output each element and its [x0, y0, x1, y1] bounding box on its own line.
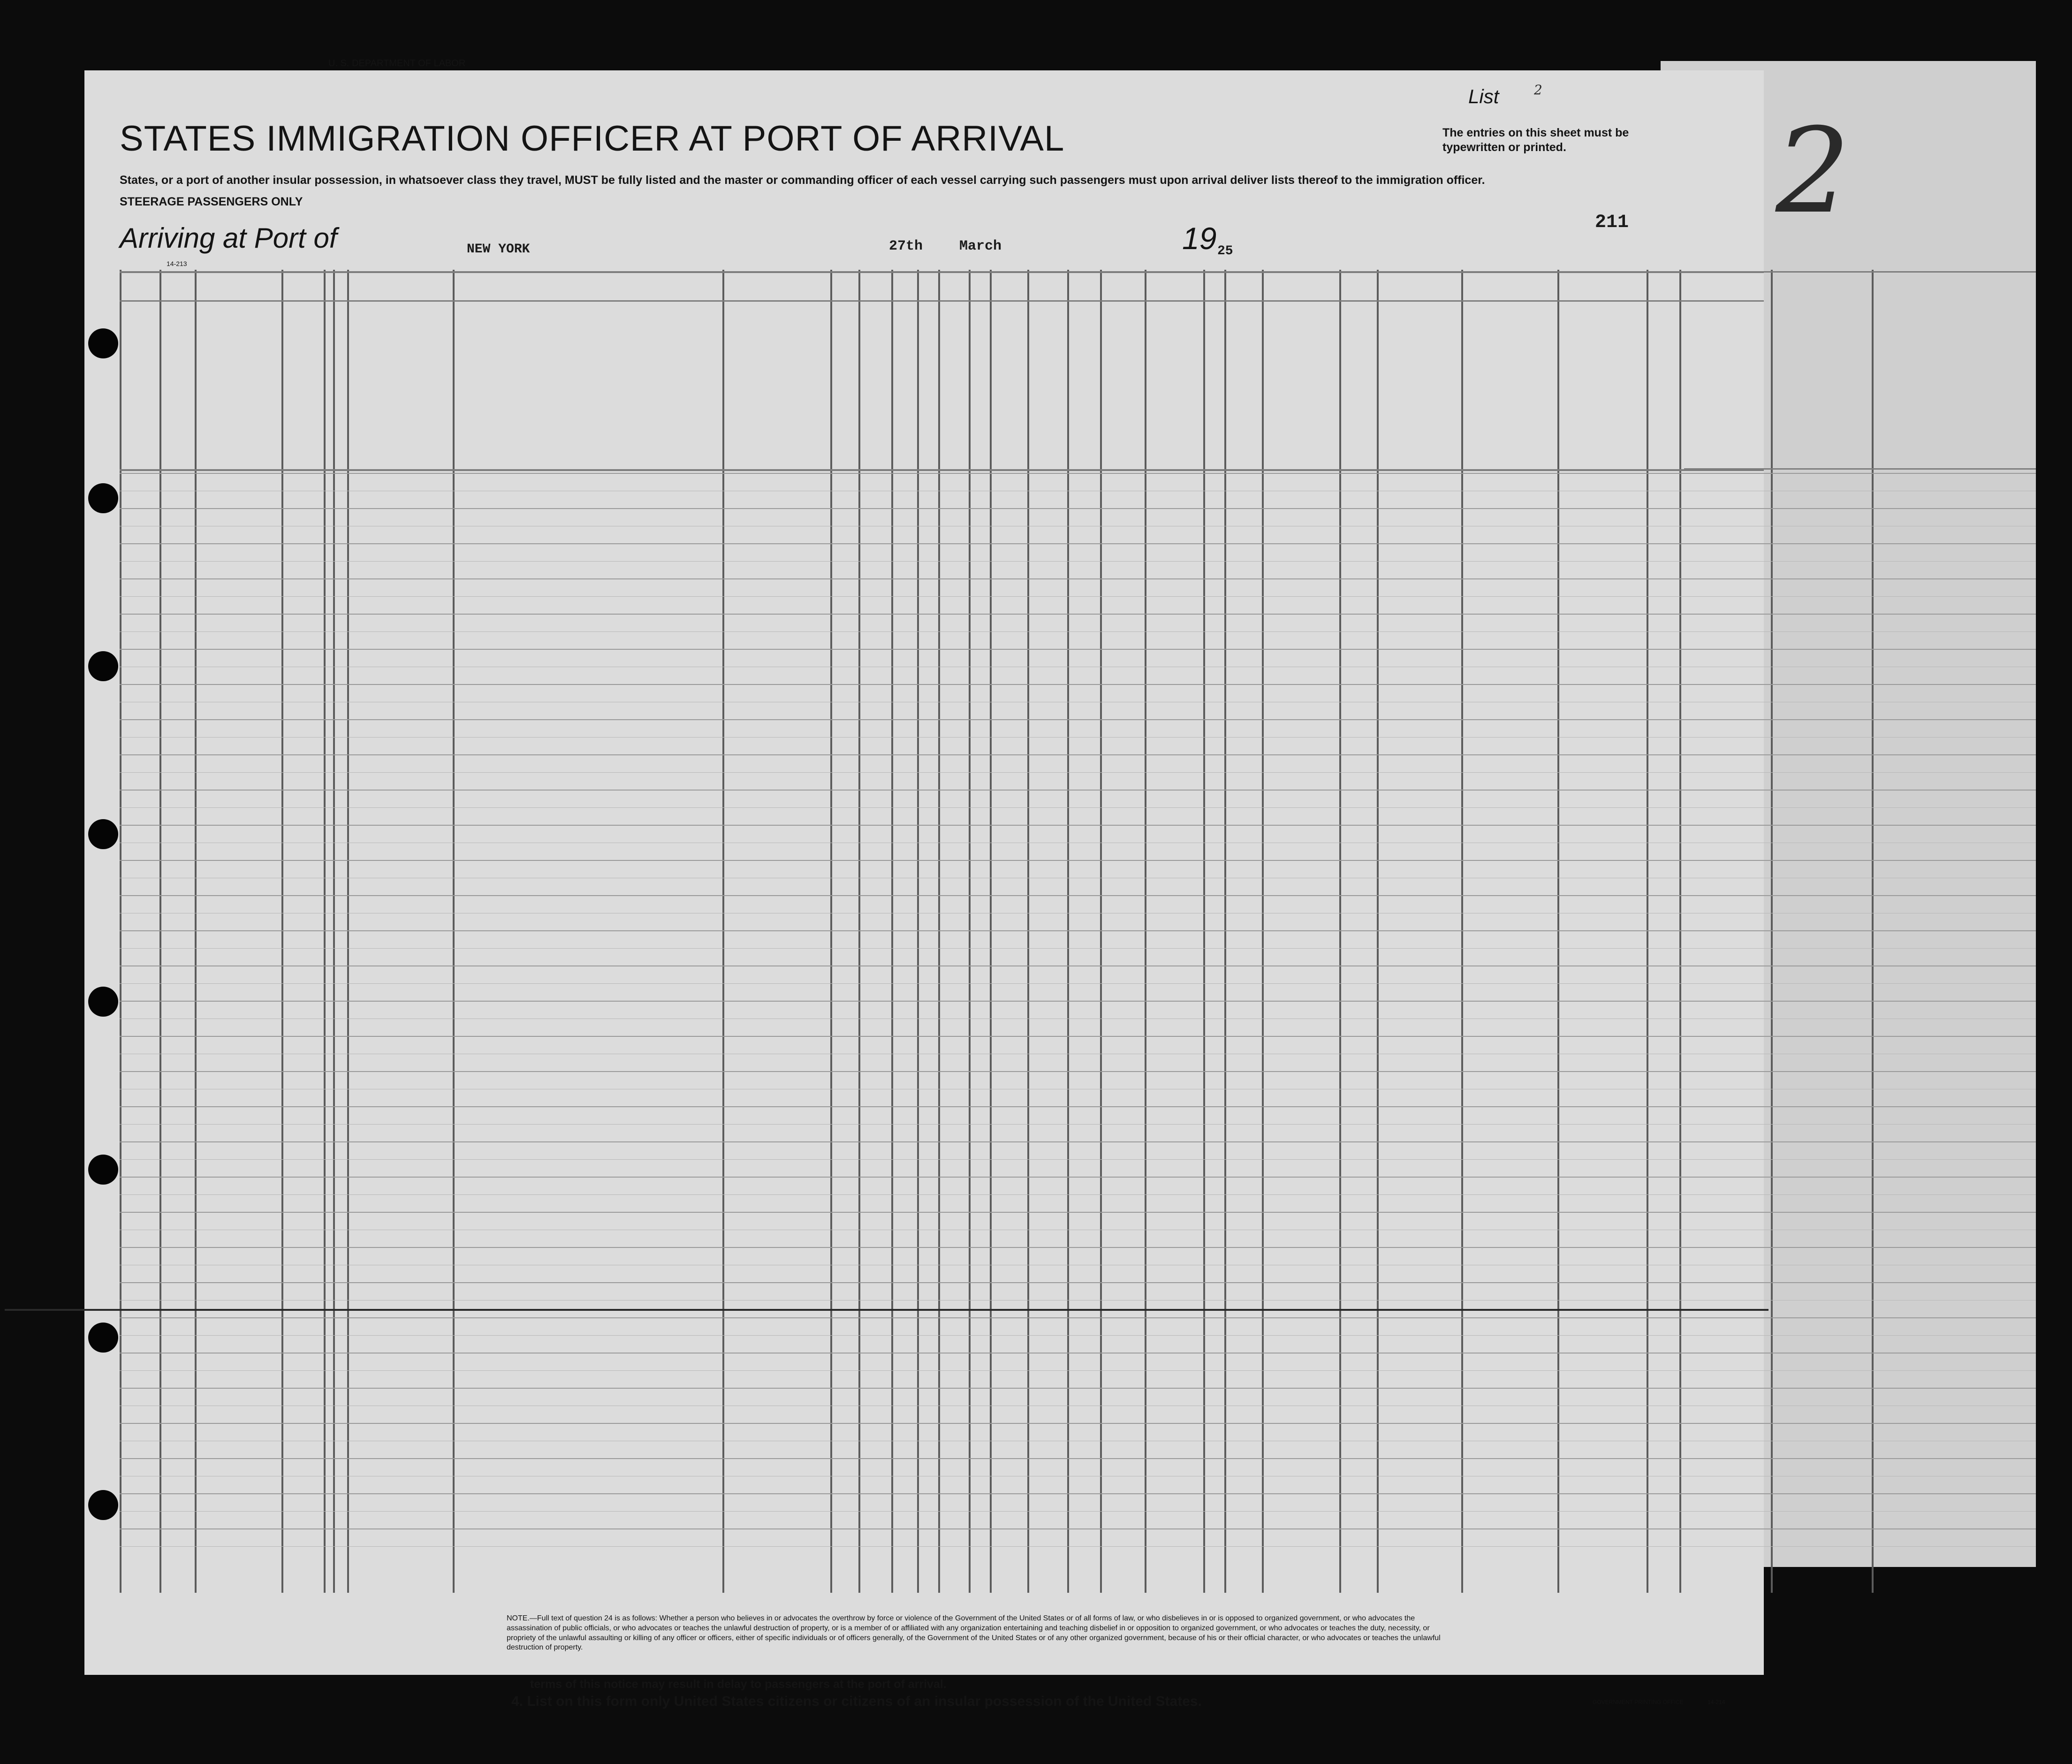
column-rule — [938, 270, 940, 1593]
row-subrule — [120, 561, 2036, 562]
list-number: 2 — [1534, 82, 1542, 98]
punch-hole — [88, 987, 118, 1017]
row-rule — [120, 649, 2036, 650]
steerage-label: STEERAGE PASSENGERS ONLY — [120, 195, 303, 208]
year-suffix: 25 — [1217, 244, 1233, 259]
column-rule — [1100, 270, 1102, 1593]
row-subrule — [120, 1159, 2036, 1160]
row-rule — [120, 754, 2036, 755]
row-rule — [120, 578, 2036, 579]
row-rule — [120, 684, 2036, 685]
row-subrule — [120, 631, 2036, 632]
punch-hole — [88, 819, 118, 849]
column-rule — [347, 270, 349, 1593]
column-rule — [1377, 270, 1379, 1593]
port-name: NEW YORK — [467, 242, 530, 257]
row-rule — [120, 895, 2036, 896]
row-subrule — [120, 1546, 2036, 1547]
column-rule — [1027, 270, 1029, 1593]
footer-note: NOTE.—Full text of question 24 is as follows: Whether a person who believes in or advocates the overthrow by force or violence of the Government of the United States or of all forms of law, or who disbelieves in or is opposed to organized government, or who advocates the assassination of public officials, or who advocates or teaches the unlawful destruction of property, or is a member of or affiliated with any organization entertaining and teaching disbelief in or opposition to organized government, or who advocates or teaches the duty, necessity, or propriety of the unlawful assaulting or killing of any officer or officers, either of specific individuals or of officers generally, of the Government of the United States or of any other organized government, because of his or their official character, or who advocates or teaches the unlawful destruction of property. — [507, 1614, 1441, 1652]
row-subrule — [120, 772, 2036, 773]
row-subrule — [120, 1335, 2036, 1336]
header-prison — [833, 310, 857, 464]
header-rule — [120, 300, 1764, 302]
column-rule — [1145, 270, 1146, 1593]
column-rule — [990, 270, 992, 1593]
row-subrule — [120, 983, 2036, 984]
row-rule — [120, 790, 2036, 791]
row-subrule — [120, 948, 2036, 949]
sheet-number-handwritten: 2 — [1776, 103, 1851, 239]
column-rule — [1339, 270, 1341, 1593]
list-label: List — [1468, 85, 1499, 107]
footer-note-continued: terms of this notice may result in delay to passengers at the port of arrival. — [530, 1678, 947, 1691]
header-rule — [120, 271, 1764, 273]
punch-hole — [88, 1490, 118, 1520]
department-label: U. S. DEPARTMENT OF LABOR — [328, 58, 466, 68]
sheet-edge-rule — [1684, 271, 2036, 273]
form-code: 14-214 — [1708, 1699, 1725, 1705]
punch-hole — [88, 1155, 118, 1185]
header-deported — [1032, 310, 1065, 464]
column-rule — [722, 270, 724, 1593]
column-rule — [969, 270, 971, 1593]
row-rule — [120, 1036, 2036, 1037]
header-length-of-stay — [765, 328, 788, 464]
typewritten-instruction: The entries on this sheet must be typewritten or printed. — [1442, 126, 1629, 154]
header-overthrow — [936, 310, 965, 464]
punch-hole — [88, 328, 118, 358]
punch-hole — [88, 651, 118, 681]
column-rule — [1557, 270, 1559, 1593]
column-rule — [333, 270, 335, 1593]
strike-line — [5, 1309, 1768, 1311]
row-rule — [120, 1317, 2036, 1318]
column-rule — [858, 270, 860, 1593]
punch-hole — [88, 1323, 118, 1353]
row-rule — [120, 508, 2036, 509]
row-subrule — [120, 1511, 2036, 1512]
row-rule — [120, 825, 2036, 826]
arriving-label: Arriving at Port of — [120, 222, 337, 254]
manifest-sheet — [84, 70, 1764, 1675]
arrival-day: 27th — [889, 238, 923, 254]
row-subrule — [120, 1194, 2036, 1195]
row-subrule — [120, 1124, 2036, 1125]
row-rule — [120, 1388, 2036, 1389]
row-rule — [120, 1177, 2036, 1178]
column-rule — [195, 270, 197, 1593]
row-rule — [120, 1458, 2036, 1459]
row-rule — [120, 1212, 2036, 1213]
header-labor-offer — [972, 310, 1024, 464]
year-prefix: 19 — [1182, 221, 1217, 256]
row-subrule — [120, 807, 2036, 808]
row-rule — [120, 543, 2036, 544]
column-rule — [159, 270, 161, 1593]
form-number: 14-213 — [167, 260, 187, 267]
row-rule — [120, 1423, 2036, 1424]
column-rule — [1461, 270, 1463, 1593]
row-rule — [120, 860, 2036, 861]
row-rule — [120, 1282, 2036, 1283]
intro-text: States, or a port of another insular possession, in whatsoever class they travel, MUST be fully listed and the master or commanding officer of each vessel carrying such passengers must upon arrival deliver lists thereof to the immigration officer. — [120, 174, 1485, 187]
column-rule — [1067, 270, 1069, 1593]
row-rule — [120, 719, 2036, 720]
footer-item-4: 4. List on this form only United States citizens or citizens of an insular possession of the United States. — [511, 1694, 1202, 1709]
sheet-edge-rule — [1684, 468, 2036, 470]
column-rule — [453, 270, 455, 1593]
row-subrule — [120, 596, 2036, 597]
header-citizen-intent — [797, 328, 821, 464]
column-rule — [917, 270, 919, 1593]
header-return-intent — [727, 328, 755, 464]
column-rule — [1647, 270, 1648, 1593]
punch-hole — [88, 483, 118, 513]
row-subrule — [120, 1370, 2036, 1371]
page-number: 211 — [1595, 212, 1629, 233]
header-rule — [120, 469, 1764, 471]
column-rule — [1224, 270, 1226, 1593]
row-rule — [120, 614, 2036, 615]
column-rule — [281, 270, 283, 1593]
column-rule — [1203, 270, 1205, 1593]
row-rule — [120, 930, 2036, 931]
row-subrule — [120, 737, 2036, 738]
column-rule — [891, 270, 893, 1593]
row-rule — [120, 473, 2036, 474]
row-rule — [120, 1001, 2036, 1002]
arrival-month: March — [959, 238, 1002, 254]
column-rule — [120, 270, 121, 1593]
column-rule — [1262, 270, 1264, 1593]
page-title: STATES IMMIGRATION OFFICER AT PORT OF ARRIVAL — [120, 119, 1065, 159]
row-rule — [120, 1247, 2036, 1248]
row-rule — [120, 1528, 2036, 1529]
row-rule — [120, 1141, 2036, 1142]
column-rule — [1679, 270, 1681, 1593]
column-rule — [830, 270, 832, 1593]
row-rule — [120, 1106, 2036, 1107]
printer-mark: GOVERNMENT PRINTING OFFICE — [1593, 1699, 1684, 1705]
column-rule — [324, 270, 326, 1593]
row-rule — [120, 1493, 2036, 1494]
row-rule — [120, 1071, 2036, 1072]
